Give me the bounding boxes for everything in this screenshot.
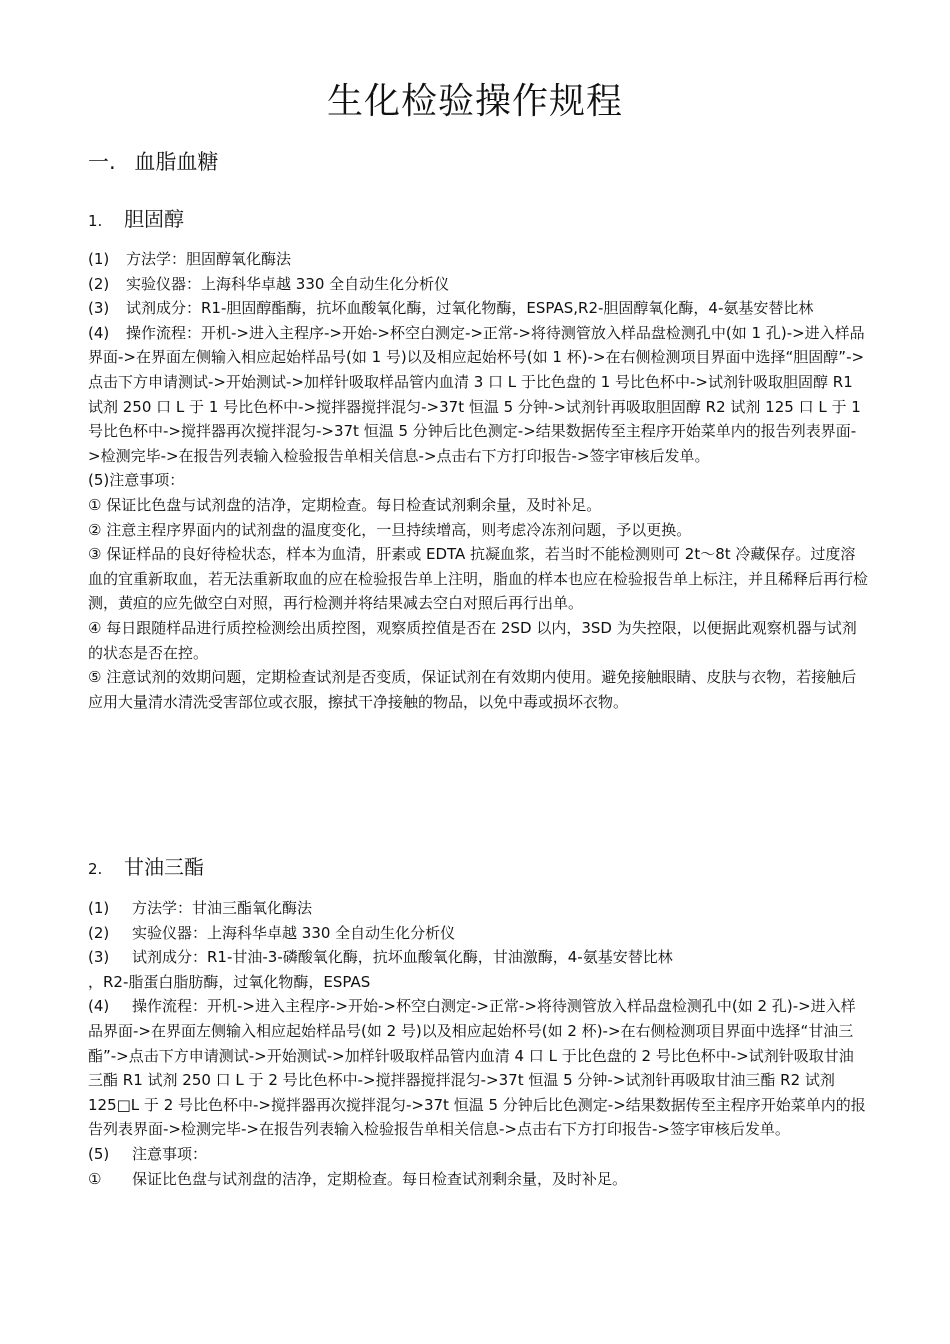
instrument-line: (2) 实验仪器：上海科华卓越 330 全自动生化分析仪 [88, 274, 450, 293]
section-number: 一. [88, 150, 116, 174]
notes-label: (5)注意事项： [88, 471, 185, 490]
document-title: 生化检验操作规程 [326, 81, 623, 122]
note-item: ② 注意主程序界面内的试剂盘的温度变化，一旦持续增高，则考虑冷冻剂问题，予以更换。 [88, 520, 692, 539]
section-title: 血脂血糖 [134, 150, 219, 174]
item-heading-cholesterol [88, 204, 184, 236]
reagent-line: (3) 试剂成分：R1-甘油-3-磷酸氧化酶，抗坏血酸氧化酶，甘油激酶，4-氨基安替比林 [88, 948, 673, 967]
section-heading [88, 147, 218, 177]
item-number: 2. [88, 860, 103, 878]
note-item: ③ 保证样品的良好待检状态，样本为血清，肝素或 EDTA 抗凝血浆，若当时不能检测则可 2t～8t 冷藏保存。过度溶血的宜重新取血，若无法重新取血的应在检验报告单上注明，脂血的样本也应在检验报告单上标注，并且稀释后再行检测，黄疸的应先做空白对照，再行检测并将结果减去空白对照后再行出单。 [88, 545, 869, 613]
procedure-paragraph: (4) 操作流程：开机->进入主程序->开始->杯空白测定->正常->将待测管放入样品盘检测孔中(如 1 孔)->进入样品界面->在界面左侧输入相应起始样品号(如 1 号)以及相应起始杯号(如 1 杯)->在右侧检测项目界面中选择“胆固醇”->点击下方申请测试->开始测试->加样针吸取样品管内血清 3 口 L 于比色盘的 1 号比色杯中->试剂针吸取胆固醇 R1 试剂 250 口 L 于 1 号比色杯中->搅拌器搅拌混匀->37t 恒温 5 分钟->试剂针再吸取胆固醇 R2 试剂 125 口 L 于 1 号比色杯中->搅拌器再次搅拌混匀->37t 恒温 5 分钟后比色测定->结果数据传至主程序开始菜单内的报告列表界面->检测完毕->在报告列表输入检验报告单相关信息->点击右下方打印报告->签字审核后发单。 [88, 323, 865, 465]
notes-label: (5) 注意事项： [88, 1144, 208, 1163]
item-number: 1. [88, 212, 103, 230]
item-title: 甘油三酯 [124, 855, 204, 879]
cholesterol-content [88, 247, 868, 714]
note-item: ① 保证比色盘与试剂盘的洁净，定期检查。每日检查试剂剩余量，及时补足。 [88, 1169, 628, 1188]
method-line: (1) 方法学：胆固醇氧化酶法 [88, 250, 292, 268]
item-title: 胆固醇 [124, 207, 184, 231]
reagent-continuation: ，R2-脂蛋白脂肪酶，过氧化物酶，ESPAS [88, 972, 371, 991]
procedure-paragraph: (4) 操作流程：开机->进入主程序->开始->杯空白测定->正常->将待测管放入样品盘检测孔中(如 2 孔)->进入样品界面->在界面左侧输入相应起始样品号(如 2 号)以及相应起始杯号(如 2 杯)->在右侧检测项目界面中选择“甘油三酯”->点击下方申请测试->开始测试->加样针吸取样品管内血清 4 口 L 于比色盘的 2 号比色杯中->试剂针吸取甘油三酯 R1 试剂 250 口 L 于 2 号比色杯中->搅拌器搅拌混匀->37t 恒温 5 分钟->试剂针再吸取甘油三酯 R2 试剂 125□L 于 2 号比色杯中->搅拌器再次搅拌混匀->37t 恒温 5 分钟后比色测定->结果数据传至主程序开始菜单内的报告列表界面->检测完毕->在报告列表输入检验报告单相关信息->点击右下方打印报告->签字审核后发单。 [88, 997, 866, 1139]
note-item: ① 保证比色盘与试剂盘的洁净，定期检查。每日检查试剂剩余量，及时补足。 [88, 495, 602, 514]
instrument-line: (2) 实验仪器：上海科华卓越 330 全自动生化分析仪 [88, 923, 456, 942]
note-item: ④ 每日跟随样品进行质控检测绘出质控图，观察质控值是否在 2SD 以内，3SD 为失控限，以便据此观察机器与试剂的状态是否在控。 [88, 618, 857, 662]
reagent-line: (3) 试剂成分：R1-胆固醇酯酶，抗坏血酸氧化酶，过氧化物酶，ESPAS,R2-胆固醇氧化酶，4-氨基安替比林 [88, 299, 814, 318]
method-line: (1) 方法学：甘油三酯氧化酶法 [88, 899, 313, 917]
note-item: ⑤ 注意试剂的效期问题，定期检查试剂是否变质，保证试剂在有效期内使用。避免接触眼睛、皮肤与衣物，若接触后应用大量清水清洗受害部位或衣服，擦拭干净接触的物品，以免中毒或损坏衣物。 [88, 668, 857, 711]
item-heading-triglyceride [88, 852, 204, 884]
triglyceride-content [88, 896, 868, 1191]
